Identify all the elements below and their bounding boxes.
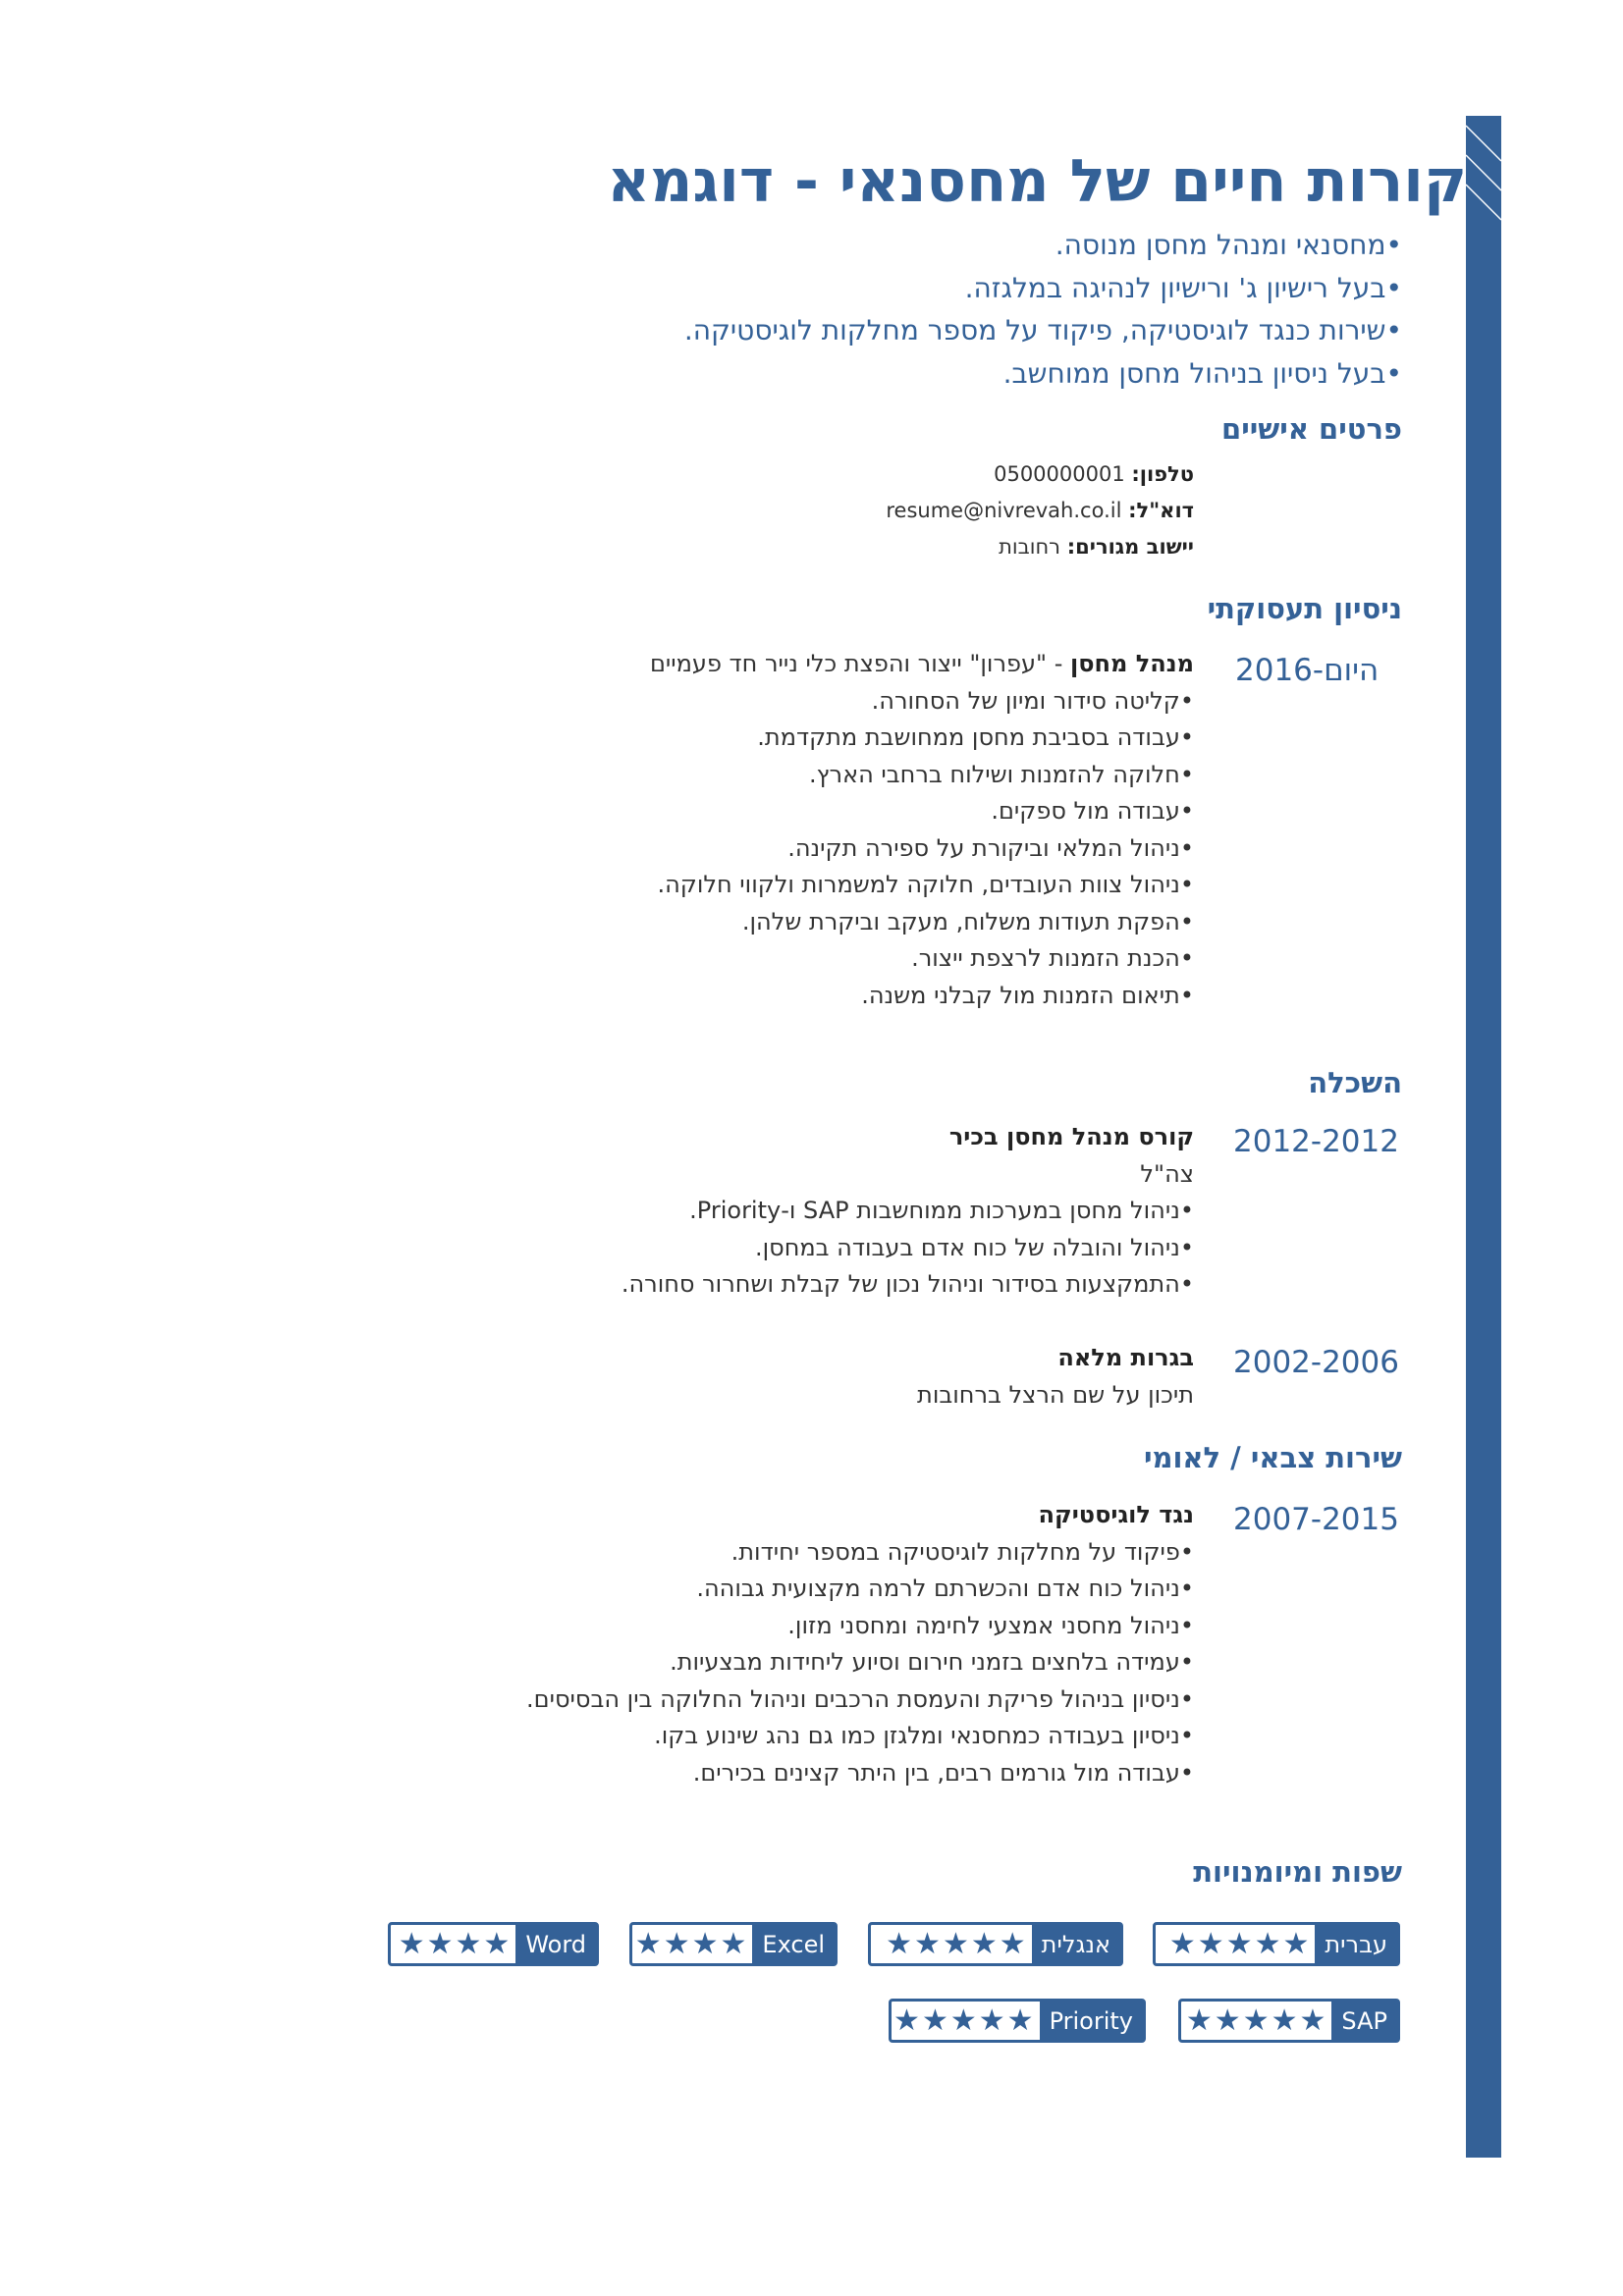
city-label: יישוב מגורים: (1066, 535, 1194, 559)
section-title-personal: פרטים אישיים (1221, 412, 1402, 446)
skill-badge (868, 1922, 1123, 1966)
star-icon: ★ (886, 1926, 913, 1961)
personal-details (886, 456, 1194, 565)
star-rating (888, 2002, 1040, 2038)
star-icon: ★ (1006, 2002, 1034, 2038)
star-rating (629, 1926, 753, 1961)
star-icon: ★ (1299, 2002, 1326, 2038)
star-icon: ★ (720, 1926, 747, 1961)
education-head (622, 1119, 1194, 1156)
skill-name: עברית (1315, 1925, 1397, 1963)
section-title-skills: שפות ומיומנויות (1193, 1855, 1402, 1889)
list-item: •ניסיון בעבודה כמחסנאי ומלגזן כמו גם נהג שינוע בקו. (654, 1722, 1194, 1749)
list-item: •ניהול המלאי וביקורת על ספירה תקינה. (787, 833, 1194, 862)
list-item: •תיאום הזמנות מול קבלני משנה. (861, 981, 1194, 1009)
star-icon: ★ (1271, 2002, 1298, 2038)
skill-badge (1153, 1922, 1400, 1966)
education-entry-2 (917, 1340, 1194, 1414)
summary-item: •בעל ניסיון בניהול מחסן ממוחשב. (1002, 356, 1402, 390)
skill-name: Word (515, 1925, 596, 1963)
city-row (886, 529, 1194, 565)
phone-row (886, 456, 1194, 493)
list-item: •קליטה סידור ומיון של הסחורה. (871, 686, 1194, 715)
star-icon: ★ (978, 2002, 1005, 2038)
experience-company: - "עפרון" ייצור והפצת כלי נייר חד פעמיים (649, 650, 1070, 677)
summary-item: •שירות כנגד לוגיסטיקה, פיקוד על מספר מחלקות לוגיסטיקה. (683, 314, 1402, 347)
star-icon: ★ (1197, 1926, 1224, 1961)
list-item: •עבודה בסביבת מחסן ממחושבת מתקדמת. (757, 723, 1194, 751)
education-title: בגרות מלאה (1057, 1344, 1194, 1371)
summary-item: •מחסנאי ומנהל מחסן מנוסה. (1055, 229, 1402, 261)
list-item: •ניהול כוח אדם והכשרתם לרמה מקצועית גבוהה. (696, 1575, 1194, 1602)
education-bullets (622, 1193, 1194, 1304)
education-years-1: 2012-2012 (1233, 1124, 1399, 1159)
list-item: •פיקוד על מחלקות לוגיסטיקה במספר יחידות. (730, 1537, 1194, 1566)
star-icon: ★ (1168, 1926, 1196, 1961)
list-item: •ניהול והובלה של כוח אדם בעבודה במחסן. (754, 1233, 1194, 1261)
email-label: דוא"ל: (1128, 499, 1194, 522)
skill-name: Excel (752, 1925, 835, 1963)
section-title-education: השכלה (1308, 1066, 1402, 1099)
list-item: •עבודה מול ספקים. (991, 797, 1194, 825)
military-entry (526, 1497, 1194, 1791)
military-bullets (526, 1534, 1194, 1792)
phone-label: טלפון: (1131, 462, 1194, 486)
skill-badge (388, 1922, 599, 1966)
email-row (886, 493, 1194, 529)
star-icon: ★ (914, 1926, 941, 1961)
education-institution: תיכון על שם הרצל ברחובות (917, 1380, 1194, 1409)
list-item: •ניהול מחסני אמצעי לחימה ומחסני מזון. (787, 1611, 1194, 1639)
education-title: קורס מנהל מחסן בכיר (948, 1123, 1194, 1150)
star-icon: ★ (1225, 1926, 1253, 1961)
section-title-military: שירות צבאי / לאומי (1143, 1441, 1402, 1474)
star-icon: ★ (942, 1926, 969, 1961)
education-institution: צה"ל (1140, 1159, 1194, 1188)
skill-name: Priority (1040, 2002, 1143, 2040)
star-icon: ★ (663, 1926, 690, 1961)
list-item: •עמידה בלחצים בזמני חירום וסיוע ליחידות מבצעיות. (670, 1648, 1194, 1676)
military-head (526, 1497, 1194, 1534)
list-item: •הכנת הזמנות לרצפת ייצור. (911, 944, 1194, 972)
education-entry-1 (622, 1119, 1194, 1304)
experience-years: 2016-היום (1235, 653, 1380, 688)
section-title-experience: ניסיון תעסוקתי (1207, 592, 1402, 625)
list-item: •חלוקה להזמנות ושילוח ברחבי הארץ. (808, 760, 1194, 788)
experience-bullets (650, 683, 1194, 1015)
experience-role: מנהל מחסן (1069, 650, 1194, 677)
star-icon: ★ (893, 2002, 920, 2038)
star-rating (880, 1926, 1032, 1961)
star-icon: ★ (1242, 2002, 1270, 2038)
star-icon: ★ (1254, 1926, 1281, 1961)
list-item: •עבודה מול גורמים רבים, בין היתר קצינים בכירים. (692, 1758, 1194, 1787)
skill-badge (1178, 1999, 1400, 2043)
star-icon: ★ (691, 1926, 719, 1961)
star-rating (393, 1926, 516, 1961)
star-icon: ★ (426, 1926, 454, 1961)
star-icon: ★ (634, 1926, 662, 1961)
star-icon: ★ (483, 1926, 511, 1961)
page-title: קורות חיים של מחסנאי - דוגמא (607, 147, 1467, 216)
skill-name: אנגלית (1032, 1925, 1120, 1963)
skill-name: SAP (1331, 2002, 1397, 2040)
star-icon: ★ (949, 2002, 977, 2038)
star-icon: ★ (455, 1926, 482, 1961)
experience-head (650, 646, 1194, 683)
list-item: •התמקצעות בסידור וניהול נכון של קבלת ושחרור סחורה. (621, 1270, 1194, 1298)
skill-badge (629, 1922, 838, 1966)
education-years-2: 2002-2006 (1233, 1345, 1399, 1380)
diagonal-lines-icon (1466, 116, 1501, 234)
star-icon: ★ (1282, 1926, 1310, 1961)
summary-item: •בעל רישיון ג' ורישיון לנהיגה במלגזה. (964, 271, 1402, 304)
star-icon: ★ (921, 2002, 948, 2038)
email-value: resume@nivrevah.co.il (886, 499, 1122, 522)
list-item: •ניהול מחסן במערכות ממוחשבות SAP ו-Priority. (689, 1197, 1194, 1224)
star-rating (1180, 2002, 1332, 2038)
summary-list (684, 224, 1402, 395)
star-icon: ★ (398, 1926, 425, 1961)
star-icon: ★ (970, 1926, 998, 1961)
list-item: •ניסיון בניהול פריקת והעמסת הרכבים וניהול החלוקה בין הבסיסים. (526, 1684, 1194, 1713)
skill-badge (889, 1999, 1146, 2043)
military-years: 2007-2015 (1233, 1502, 1399, 1537)
phone-value: 0500000001 (994, 462, 1125, 486)
city-value: רחובות (999, 535, 1061, 559)
sidebar-stripe (1466, 116, 1501, 2158)
star-icon: ★ (999, 1926, 1026, 1961)
star-rating (1163, 1926, 1316, 1961)
experience-entry (650, 646, 1194, 1014)
list-item: •הפקת תעודות משלוח, מעקב וביקרת שלהן. (741, 907, 1194, 935)
military-title: נגד לוגיסטיקה (1038, 1501, 1194, 1528)
list-item: •ניהול צוות העובדים, חלוקה למשמרות ולקווי חלוקה. (657, 871, 1194, 898)
education-head (917, 1340, 1194, 1377)
star-icon: ★ (1185, 2002, 1213, 2038)
star-icon: ★ (1214, 2002, 1241, 2038)
